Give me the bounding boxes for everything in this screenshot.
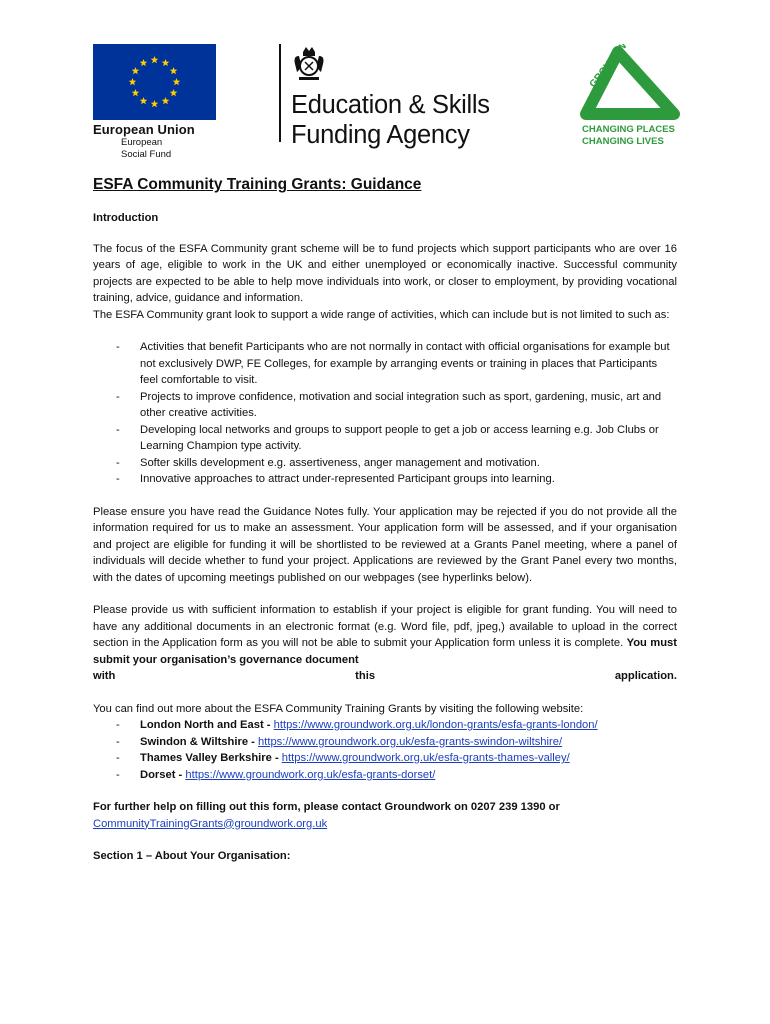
eu-subtitle-line2: Social Fund (121, 149, 172, 160)
list-item: - Softer skills development e.g. assertiveness, anger management and motivation. (93, 455, 677, 472)
eu-stars-icon (93, 44, 216, 120)
region-item (93, 717, 677, 734)
groundwork-brand-text: GROUNDWORK (587, 44, 644, 90)
info-bold-text: You must submit your organisation’s governance document (93, 637, 677, 666)
eu-subtitle-line1: European (121, 137, 163, 148)
eu-star-icon (151, 56, 159, 63)
esfa-name-line1: Education & Skills (291, 91, 490, 119)
eu-star-icon (162, 59, 170, 66)
region-item (93, 734, 677, 751)
region-link-thames-valley[interactable]: https://www.groundwork.org.uk/esfa-grants-thames-valley/ (281, 752, 570, 764)
info-last-line (93, 668, 677, 685)
list-item: - Innovative approaches to attract under-represented Participant groups into learning. (93, 471, 677, 488)
website-intro: You can find out more about the ESFA Community Training Grants by visiting the following website: (93, 702, 584, 715)
intro-paragraph-1: The focus of the ESFA Community grant scheme will be to fund projects which support participants who are over 16 years of age, eligible to work in the UK and either unemployed or economically inactive. Successful community projects are expected to be able to help move individuals into work, or closer to employment, by providing vocational training, advice, guidance and information. (93, 242, 677, 304)
eu-star-icon (140, 59, 148, 66)
list-item: - Projects to improve confidence, motivation and social integration such as sport, gardening, music, art and other creative activities. (93, 389, 677, 422)
info-paragraph (93, 602, 677, 668)
help-text: For further help on filling out this form, please contact Groundwork on 0207 239 1390 or (93, 801, 560, 813)
list-item: - Developing local networks and groups to support people to get a job or access learning e.g. Job Clubs or Learning Champion type activity. (93, 422, 677, 455)
region-link-dorset[interactable]: https://www.groundwork.org.uk/esfa-grants-dorset/ (185, 768, 436, 781)
eu-star-icon (140, 97, 148, 104)
region-link-london[interactable]: https://www.groundwork.org.uk/london-grants/esfa-grants-london/ (273, 719, 598, 731)
document-title: ESFA Community Training Grants: Guidance (93, 176, 422, 193)
region-item (93, 750, 677, 767)
region-name: Thames Valley Berkshire - (140, 752, 282, 764)
region-link-swindon[interactable]: https://www.groundwork.org.uk/esfa-grants-swindon-wiltshire/ (258, 735, 563, 748)
eu-title: European Union (93, 122, 195, 137)
list-item: - Activities that benefit Participants who are not normally in contact with official organisations for example but not exclusively DWP, FE Colleges, for example by arranging events or training in places that Participants feel comfortable to visit. (93, 339, 677, 389)
esfa-name (291, 90, 490, 150)
activities-list (93, 339, 677, 488)
esfa-name-line2: Funding Agency (291, 121, 470, 149)
eu-flag (93, 44, 216, 120)
groundwork-tagline (582, 124, 675, 148)
region-name: Dorset - (140, 768, 186, 781)
region-item (93, 767, 677, 784)
document-body (93, 175, 677, 865)
info-word: with (93, 670, 116, 682)
groundwork-tag-line1: CHANGING PLACES (582, 124, 675, 135)
esfa-logo (279, 44, 539, 154)
eu-star-icon (151, 100, 159, 107)
groundwork-triangle-icon (580, 44, 680, 124)
eu-star-icon (129, 78, 137, 85)
region-name: Swindon & Wiltshire - (140, 735, 258, 748)
guidance-paragraph: Please ensure you have read the Guidance Notes fully. Your application may be rejected if you do not provide all the information required for us to make an assessment. Your application form will be assessed, and if your organisation and project are eligible for funding it will be shortlisted to be reviewed at a Grants Panel meeting, where a panel of individuals will decide whether to fund your project. Applications are reviewed by the Grant Panel every two months, with the dates of upcoming meetings published on our webpages (see hyperlinks below). (93, 505, 677, 584)
eu-star-icon (132, 89, 140, 96)
groundwork-logo (580, 44, 680, 154)
eu-star-icon (173, 78, 181, 85)
eu-star-icon (170, 67, 178, 74)
help-email-link[interactable]: CommunityTrainingGrants@groundwork.org.uk (93, 817, 328, 830)
intro-paragraph-2: The ESFA Community grant look to support a wide range of activities, which can include but is not limited to such as: (93, 308, 670, 321)
regions-list (93, 717, 677, 783)
info-word: application. (614, 670, 677, 682)
info-text: Please provide us with sufficient information to establish if your project is eligible for grant funding. You will need to have any additional documents in an electronic format (e.g. Word file, pdf, jpeg,) available to upload in the correct section in the Application form as you will not be able to submit your Application form unless it is complete. (93, 604, 677, 649)
royal-crest-icon (291, 44, 327, 84)
section-1-heading: Section 1 – About Your Organisation: (93, 850, 291, 862)
eu-logo (93, 44, 216, 161)
info-word: this (355, 670, 376, 682)
eu-star-icon (162, 97, 170, 104)
region-name: London North and East - (140, 719, 274, 731)
groundwork-tag-line2: CHANGING LIVES (582, 136, 664, 147)
intro-heading: Introduction (93, 212, 159, 224)
esfa-divider (279, 44, 281, 142)
eu-star-icon (170, 89, 178, 96)
eu-star-icon (132, 67, 140, 74)
